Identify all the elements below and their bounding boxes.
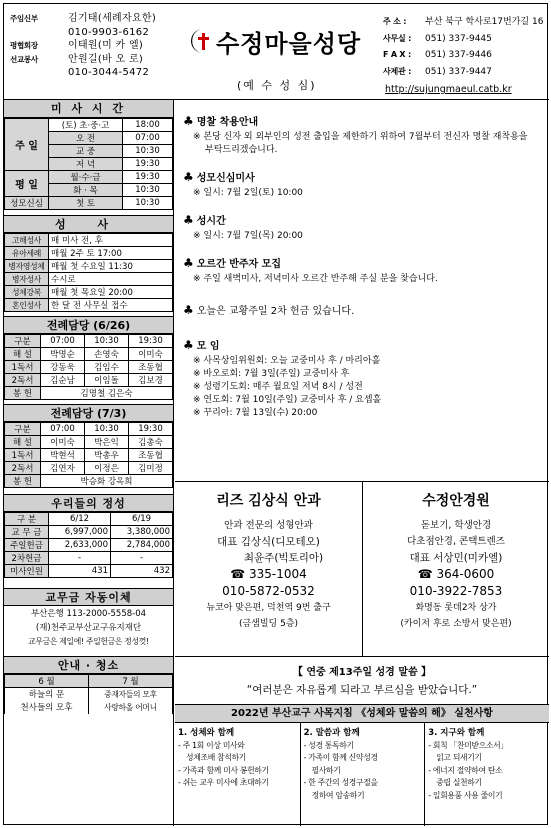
staff-value: 김기태(세례자요한) bbox=[68, 13, 157, 24]
sunday-label: 주 일 bbox=[5, 119, 49, 171]
duty1-table bbox=[4, 334, 173, 400]
staff-label: 평협회장 bbox=[10, 41, 38, 50]
diocese-heading: 2022년 부산교구 사목지침 《성체와 말씀의 해》 실천사항 bbox=[175, 705, 549, 723]
notice-item bbox=[183, 337, 549, 420]
mass-time: 10:30 bbox=[123, 184, 173, 197]
duty-header: 07:00 bbox=[41, 423, 85, 436]
duty2-heading: 전례담당 (7/3) bbox=[4, 404, 173, 422]
duty-role: 2독서 bbox=[5, 374, 41, 387]
duty-offer: 박승화 강옥희 bbox=[41, 475, 173, 488]
bulletin-header bbox=[4, 4, 549, 100]
offering-value: - bbox=[49, 552, 111, 565]
notice-item bbox=[183, 212, 549, 243]
staff-list bbox=[10, 12, 156, 80]
sacrament-name: 유아세례 bbox=[5, 247, 49, 260]
mass-time: 19:30 bbox=[123, 171, 173, 184]
ad-line: 돋보기, 학생안경 bbox=[420, 520, 492, 531]
offering-header: 구 분 bbox=[5, 513, 49, 526]
cleaning-group: 중재자들의 모후 bbox=[89, 688, 173, 701]
duty-header: 07:00 bbox=[41, 335, 85, 348]
notice-item bbox=[183, 302, 549, 317]
duty-person: 김총숙 bbox=[129, 436, 173, 449]
notice-line: ※ 꾸리아: 7월 13일(수) 20:00 bbox=[193, 408, 318, 418]
notice-item bbox=[183, 255, 549, 286]
offering-label: 교 무 금 bbox=[5, 526, 49, 539]
sacrament-desc: 매월 첫 목요일 20:00 bbox=[49, 286, 173, 299]
notice-title: 성모신심미사 bbox=[196, 173, 255, 184]
marian-label: 성모신심 bbox=[5, 197, 49, 210]
duty-person: 조동협 bbox=[129, 449, 173, 462]
duty-header: 10:30 bbox=[85, 335, 129, 348]
offering-value: 432 bbox=[111, 565, 173, 578]
duty-role: 해 설 bbox=[5, 436, 41, 449]
scripture-verse bbox=[175, 657, 549, 705]
offering-header: 6/12 bbox=[49, 513, 111, 526]
notice-line: ※ 일시: 7월 7일(목) 20:00 bbox=[193, 231, 303, 241]
contact-value: 051) 337-9447 bbox=[425, 66, 492, 77]
mass-time: 18:00 bbox=[123, 119, 173, 132]
notice-title: 모 임 bbox=[196, 341, 220, 352]
diocese-guidelines bbox=[175, 705, 549, 826]
duty-header: 19:30 bbox=[129, 423, 173, 436]
weekday-label: 평 일 bbox=[5, 171, 49, 197]
diocese-column bbox=[175, 723, 300, 826]
duty-header: 10:30 bbox=[85, 423, 129, 436]
mass-times-table bbox=[4, 118, 173, 210]
duty-role: 봉 헌 bbox=[5, 475, 41, 488]
duty-header: 구분 bbox=[5, 335, 41, 348]
sacrament-name: 성체강복 bbox=[5, 286, 49, 299]
contact-label: 사무실 : bbox=[383, 33, 412, 43]
ad-footer: 화명동 롯데2차 상가 bbox=[415, 603, 497, 613]
duty2-table bbox=[4, 422, 173, 488]
ad-phone: 010-5872-0532 bbox=[222, 584, 315, 598]
staff-phone: 010-9903-6162 bbox=[68, 26, 150, 38]
duty-person: 이미숙 bbox=[41, 436, 85, 449]
ad-footer: (카이저 후로 소방서 맞은편) bbox=[400, 619, 512, 629]
ad-phone: ☎ 335-1004 bbox=[230, 567, 307, 581]
sacrament-name: 고해성사 bbox=[5, 234, 49, 247]
club-icon: ♣ bbox=[183, 338, 194, 352]
sacrament-desc: 매월 첫 수요일 11:30 bbox=[49, 260, 173, 273]
duty-person: 박현석 bbox=[41, 449, 85, 462]
diocese-column bbox=[424, 723, 549, 826]
cleaning-group: 천사들의 모후 bbox=[5, 701, 89, 714]
notice-list bbox=[175, 100, 549, 420]
offering-value: 2,633,000 bbox=[49, 539, 111, 552]
notice-title: 성시간 bbox=[196, 216, 226, 227]
duty1-heading: 전례담당 (6/26) bbox=[4, 316, 173, 334]
contact-value: 부산 북구 학사로17번가길 16 bbox=[425, 17, 544, 27]
staff-value: 이태원(미 카 엘) bbox=[68, 40, 144, 51]
offering-value: 3,380,000 bbox=[111, 526, 173, 539]
duty-person: 이정은 bbox=[85, 462, 129, 475]
mass-name: 저 녁 bbox=[49, 158, 123, 171]
staff-value: 안원길(바 오 로) bbox=[68, 53, 144, 65]
mass-times-heading: 미 사 시 간 bbox=[4, 100, 173, 118]
ad-line: 대표 서상민(미카엘) bbox=[409, 552, 503, 564]
duty-role: 해 설 bbox=[5, 348, 41, 361]
diocese-item: - 가족과 함께 미사 봉헌하기 bbox=[178, 765, 269, 775]
sacrament-name: 병자영성체 bbox=[5, 260, 49, 273]
duty-person: 김미정 bbox=[129, 462, 173, 475]
ad-footer: (금샘빌딩 5층) bbox=[238, 619, 299, 629]
cleaning-month: 6 월 bbox=[5, 675, 89, 688]
offering-value: 6,997,000 bbox=[49, 526, 111, 539]
diocese-item: 읽고 되새기기 bbox=[436, 753, 482, 762]
notice-line: ※ 연도회: 7월 10일(주일) 교중미사 후 / 요셉홀 bbox=[193, 395, 382, 405]
cleaning-table bbox=[4, 674, 173, 714]
duty-person: 이임돌 bbox=[85, 374, 129, 387]
ad-line: 최윤주(빅토리아) bbox=[243, 552, 324, 564]
ad-phone: ☎ 364-0600 bbox=[417, 567, 495, 581]
offering-header: 6/19 bbox=[111, 513, 173, 526]
mass-time: 07:00 bbox=[123, 132, 173, 145]
diocese-item: 성체조배 참석하기 bbox=[186, 753, 247, 762]
mass-name: 첫 토 bbox=[49, 197, 123, 210]
notice-item bbox=[183, 169, 549, 200]
diocese-column-title: 2. 말씀과 함께 bbox=[303, 728, 360, 738]
duty-person: 강동욱 bbox=[41, 361, 85, 374]
ad-title: 수정안경원 bbox=[422, 493, 490, 509]
diocese-item: - 가족이 함께 신약성경 bbox=[303, 753, 378, 762]
diocese-item: 필사하기 bbox=[311, 765, 341, 775]
duty-role: 1독서 bbox=[5, 449, 41, 462]
duty-person: 김연자 bbox=[41, 462, 85, 475]
notice-line: ※ 본당 신자 외 외부인의 성전 출입을 제한하기 위하여 7월부터 전신자 명찰 재착용을 부탁드리겠습니다. bbox=[193, 132, 528, 155]
main-content bbox=[175, 100, 549, 800]
sacraments-heading: 성 사 bbox=[4, 215, 173, 233]
duty-header: 구분 bbox=[5, 423, 41, 436]
notice-title: 오르간 반주자 모집 bbox=[196, 259, 282, 270]
diocese-item: - 일회용품 사용 줄이기 bbox=[428, 790, 503, 800]
duty-person: 손영숙 bbox=[85, 348, 129, 361]
club-icon: ♣ bbox=[183, 170, 194, 184]
cleaning-month: 7 월 bbox=[89, 675, 173, 688]
notice-title: 명찰 착용안내 bbox=[196, 117, 259, 128]
ad-footer: 뉴코아 맞은편, 덕천역 9번 출구 bbox=[206, 603, 331, 613]
duty-person: 박총우 bbox=[85, 449, 129, 462]
diocese-column bbox=[300, 723, 425, 826]
mass-name: 화 · 목 bbox=[49, 184, 123, 197]
account-holder: (재)천주교부산교구유지재단 bbox=[35, 623, 142, 633]
ad-phone: 010-3922-7853 bbox=[409, 584, 503, 598]
verse-title: 【 연중 제13주일 성경 말씀 】 bbox=[292, 667, 432, 678]
notice-line: ※ 성령기도회: 매주 월요일 저녁 8시 / 성전 bbox=[193, 382, 363, 392]
diocese-column-title: 3. 지구와 함께 bbox=[428, 728, 485, 738]
offering-label: 2차헌금 bbox=[5, 552, 49, 565]
duty-offer: 김명철 김은숙 bbox=[41, 387, 173, 400]
ad-optician bbox=[362, 482, 549, 656]
diocese-item: - 쉬는 교우 미사에 초대하기 bbox=[178, 778, 269, 787]
ad-eye-clinic bbox=[175, 482, 362, 656]
cleaning-group: 사랑하올 어머니 bbox=[89, 701, 173, 714]
mass-time: 10:30 bbox=[123, 197, 173, 210]
diocese-item: - 성경 통독하기 bbox=[303, 740, 354, 750]
offering-table bbox=[4, 512, 173, 578]
diocese-item: - 회칙 「찬미받으소서」 bbox=[428, 740, 508, 750]
sacraments-table bbox=[4, 233, 173, 312]
mass-time: 19:30 bbox=[123, 158, 173, 171]
diocese-columns bbox=[175, 723, 549, 826]
staff-label: 선교봉사 bbox=[10, 54, 38, 64]
offering-label: 주일헌금 bbox=[5, 539, 49, 552]
offering-value: 2,784,000 bbox=[111, 539, 173, 552]
duty-role: 1독서 bbox=[5, 361, 41, 374]
duty-person: 이미숙 bbox=[129, 348, 173, 361]
duty-role: 2독서 bbox=[5, 462, 41, 475]
autotransfer-heading: 교무금 자동이체 bbox=[4, 588, 173, 606]
bulletin-page bbox=[3, 3, 548, 825]
ad-title: 리즈 김상식 안과 bbox=[216, 493, 321, 509]
diocese-column-title: 1. 성체와 함께 bbox=[178, 728, 235, 738]
diocese-item: - 한 주간의 성경구절을 bbox=[303, 778, 378, 787]
offering-label: 미사인원 bbox=[5, 565, 49, 578]
duty-header: 19:30 bbox=[129, 335, 173, 348]
contact-label: 사제관 : bbox=[383, 66, 412, 76]
autotransfer-info bbox=[4, 606, 173, 648]
diocese-item: 중립 실천하기 bbox=[436, 778, 482, 787]
duty-person: 김순남 bbox=[41, 374, 85, 387]
contact-value: 051) 337-9446 bbox=[425, 50, 492, 60]
club-icon: ♣ bbox=[183, 114, 194, 128]
parish-url-link[interactable]: http://sujungmaeul.catb.kr bbox=[385, 84, 512, 95]
club-icon: ♣ bbox=[183, 303, 194, 317]
mass-time: 10:30 bbox=[123, 145, 173, 158]
ad-line: 다초점안경, 콘택트렌즈 bbox=[407, 536, 505, 547]
duty-role: 봉 헌 bbox=[5, 387, 41, 400]
duty-person: 김보경 bbox=[129, 374, 173, 387]
duty-person: 조동협 bbox=[129, 361, 173, 374]
parish-title: 수정마을성당 bbox=[216, 30, 362, 58]
contact-label: 주 소 : bbox=[383, 17, 407, 26]
sacrament-desc: 매월 2주 토 17:00 bbox=[49, 247, 173, 260]
duty-person: 박명순 bbox=[41, 348, 85, 361]
contact-label: F A X : bbox=[383, 50, 411, 59]
notice-line: ※ 일시: 7월 2일(토) 10:00 bbox=[193, 188, 303, 198]
notice-item bbox=[183, 113, 549, 157]
mass-name: (토) 초·중·고 bbox=[49, 119, 123, 132]
duty-person: 박은익 bbox=[85, 436, 129, 449]
contact-value: 051) 337-9445 bbox=[425, 33, 492, 44]
offering-heading: 우리들의 정성 bbox=[4, 494, 173, 512]
sacrament-desc: 한 달 전 사무실 접수 bbox=[49, 299, 173, 312]
duty-person: 김임수 bbox=[85, 361, 129, 374]
club-icon: ♣ bbox=[183, 256, 194, 270]
notice-title: 오늘은 교황주일 2차 헌금 있습니다. bbox=[196, 306, 355, 317]
contact-info bbox=[383, 14, 543, 80]
diocese-item: 정하여 암송하기 bbox=[311, 790, 365, 800]
staff-label: 주임신부 bbox=[10, 14, 38, 23]
mass-name: 월·수·금 bbox=[49, 171, 123, 184]
left-column bbox=[4, 100, 174, 826]
sacrament-desc: 수시로 bbox=[49, 273, 173, 286]
diocese-item: - 에너지 절약하여 탄소 bbox=[428, 765, 503, 775]
parish-logo-icon bbox=[189, 28, 212, 54]
mass-name: 교 중 bbox=[49, 145, 123, 158]
notice-line: ※ 주일 새벽미사, 저녁미사 오르간 반주해 주실 분을 찾습니다. bbox=[193, 274, 438, 284]
offering-value: - bbox=[111, 552, 173, 565]
cleaning-heading: 안내 · 청소 bbox=[4, 656, 173, 674]
offering-value: 431 bbox=[49, 565, 111, 578]
ad-line: 안과 전문의 성형안과 bbox=[224, 520, 313, 531]
sacrament-name: 병자성사 bbox=[5, 273, 49, 286]
sacrament-desc: 매 미사 전, 후 bbox=[49, 234, 173, 247]
cleaning-group: 하늘의 문 bbox=[5, 688, 89, 701]
mass-name: 오 전 bbox=[49, 132, 123, 145]
staff-phone: 010-3044-5472 bbox=[68, 67, 150, 78]
verse-body: “여러분은 자유롭게 되라고 부르심을 받았습니다.” bbox=[246, 684, 478, 696]
notice-line: ※ 사목상임위원회: 오늘 교중미사 후 / 마리아홀 bbox=[193, 356, 381, 366]
offering-slogan: 교무금은 제일에! 주일헌금은 정성껏! bbox=[28, 636, 149, 646]
sacrament-name: 혼인성사 bbox=[5, 299, 49, 312]
notice-line: ※ 바오로회: 7월 3일(주일) 교중미사 후 bbox=[193, 369, 350, 379]
diocese-item: - 주 1회 이상 미사와 bbox=[178, 740, 245, 750]
ads-section bbox=[175, 481, 549, 657]
parish-subtitle: (예 수 성 심) bbox=[237, 79, 317, 92]
bank-account: 부산은행 113-2000-5558-04 bbox=[30, 609, 147, 619]
ad-line: 대표 김상식(디모테오) bbox=[217, 536, 320, 548]
club-icon: ♣ bbox=[183, 213, 194, 227]
